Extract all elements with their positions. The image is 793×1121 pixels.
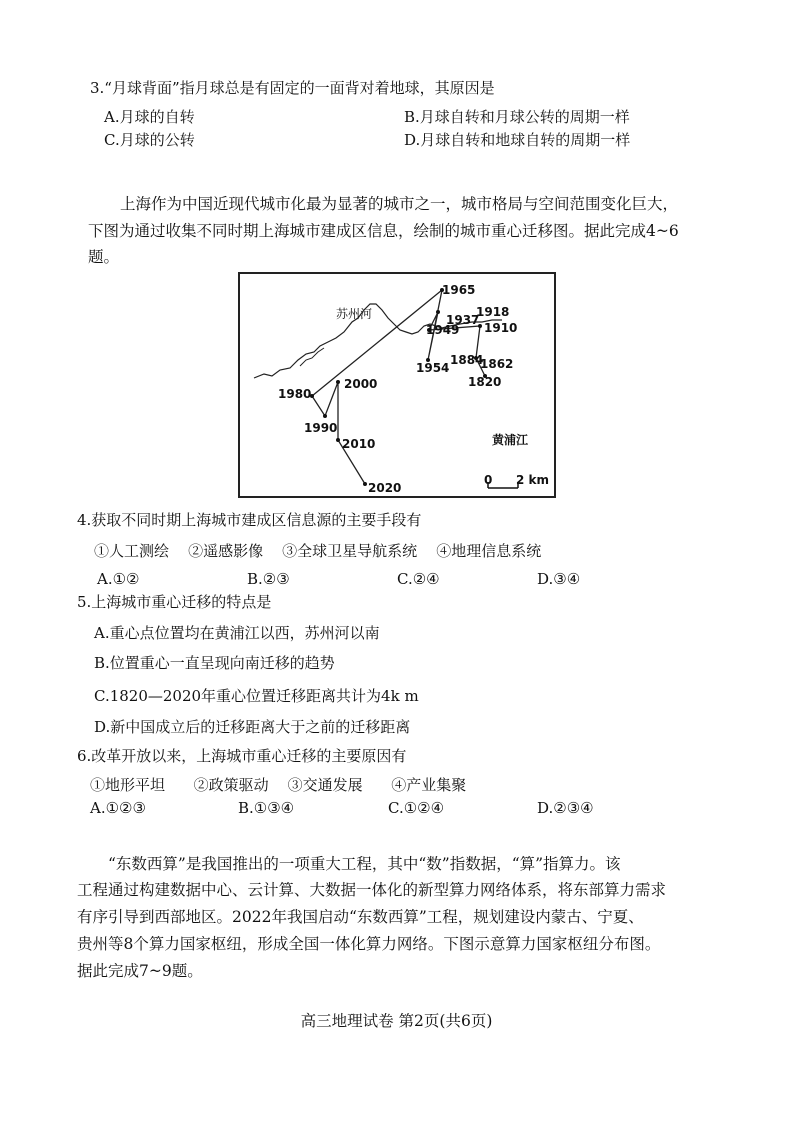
point-2010 xyxy=(336,438,340,442)
map-svg xyxy=(240,274,554,496)
label-1980: 1980 xyxy=(278,387,312,401)
suzhou-river-line-2 xyxy=(300,348,324,366)
label-1820: 1820 xyxy=(468,375,502,389)
passage1-line2: 下图为通过收集不同时期上海城市建成区信息，绘制的城市重心迁移图。据此完成4~6 xyxy=(88,222,679,240)
q3-option-c: C.月球的公转 xyxy=(104,131,195,149)
label-1990: 1990 xyxy=(304,421,338,435)
q4-option-a: A.①② xyxy=(97,570,140,588)
q6-stem: 6.改革开放以来，上海城市重心迁移的主要原因有 xyxy=(77,747,407,765)
point-2020 xyxy=(363,482,367,486)
label-huangpu-river: 黄浦江 xyxy=(492,433,529,447)
scale-zero-label: 0 xyxy=(484,473,493,487)
q4-option-b: B.②③ xyxy=(247,570,290,588)
label-1954: 1954 xyxy=(416,361,450,375)
point-1918 xyxy=(436,310,440,314)
passage2-line4: 贵州等8个算力国家枢纽，形成全国一体化算力网络。下图示意算力国家枢纽分布图。 xyxy=(77,935,661,953)
point-1990 xyxy=(323,414,327,418)
q5-stem: 5.上海城市重心迁移的特点是 xyxy=(77,593,272,611)
point-2000 xyxy=(336,380,340,384)
passage1-line3: 题。 xyxy=(88,248,120,266)
q4-option-c: C.②④ xyxy=(397,570,440,588)
label-1862: 1862 xyxy=(480,357,514,371)
passage2-line5: 据此完成7~9题。 xyxy=(77,962,203,980)
label-1910: 1910 xyxy=(484,321,518,335)
shanghai-centroid-map xyxy=(238,272,556,498)
label-2000: 2000 xyxy=(344,377,378,391)
q6-option-a: A.①②③ xyxy=(90,799,146,817)
scale-distance-label: 2 km xyxy=(516,473,550,487)
q5-option-c: C.1820—2020年重心位置迁移距离共计为4k m xyxy=(94,687,419,705)
label-1884: 1884 xyxy=(450,353,484,367)
passage2-line3: 有序引导到西部地区。2022年我国启动“东数西算”工程，规划建设内蒙古、宁夏、 xyxy=(77,908,644,926)
q5-option-d: D.新中国成立后的迁移距离大于之前的迁移距离 xyxy=(94,718,411,736)
q6-items: ①地形平坦 ②政策驱动 ③交通发展 ④产业集聚 xyxy=(90,776,467,794)
q3-stem: 3.“月球背面”指月球总是有固定的一面背对着地球，其原因是 xyxy=(90,79,495,97)
label-2010: 2010 xyxy=(342,437,376,451)
q3-option-b: B.月球自转和月球公转的周期一样 xyxy=(404,108,630,126)
label-suzhou-river: 苏州河 xyxy=(336,307,373,321)
q5-option-b: B.位置重心一直呈现向南迁移的趋势 xyxy=(94,654,335,672)
q6-option-b: B.①③④ xyxy=(238,799,295,817)
scale-bar xyxy=(484,473,549,488)
q6-option-c: C.①②④ xyxy=(388,799,445,817)
passage2-line1: “东数西算”是我国推出的一项重大工程，其中“数”指数据，“算”指算力。该 xyxy=(108,855,621,873)
q6-option-d: D.②③④ xyxy=(537,799,594,817)
label-1937: 1937 xyxy=(446,313,480,327)
label-1965: 1965 xyxy=(442,283,476,297)
label-1918: 1918 xyxy=(476,305,510,319)
q3-option-a: A.月球的自转 xyxy=(104,108,195,126)
page-footer: 高三地理试卷 第2页(共6页) xyxy=(300,1012,493,1030)
q4-option-d: D.③④ xyxy=(537,570,581,588)
passage2-line2: 工程通过构建数据中心、云计算、大数据一体化的新型算力网络体系，将东部算力需求 xyxy=(77,881,667,899)
q4-items: ①人工测绘 ②遥感影像 ③全球卫星导航系统 ④地理信息系统 xyxy=(94,542,542,560)
q4-stem: 4.获取不同时期上海城市建成区信息源的主要手段有 xyxy=(77,511,422,529)
label-1949: 1949 xyxy=(426,323,460,337)
passage1-line1: 上海作为中国近现代城市化最为显著的城市之一，城市格局与空间范围变化巨大， xyxy=(120,195,679,213)
q5-option-a: A.重心点位置均在黄浦江以西，苏州河以南 xyxy=(94,624,380,642)
q3-option-d: D.月球自转和地球自转的周期一样 xyxy=(404,131,631,149)
label-2020: 2020 xyxy=(368,481,402,495)
